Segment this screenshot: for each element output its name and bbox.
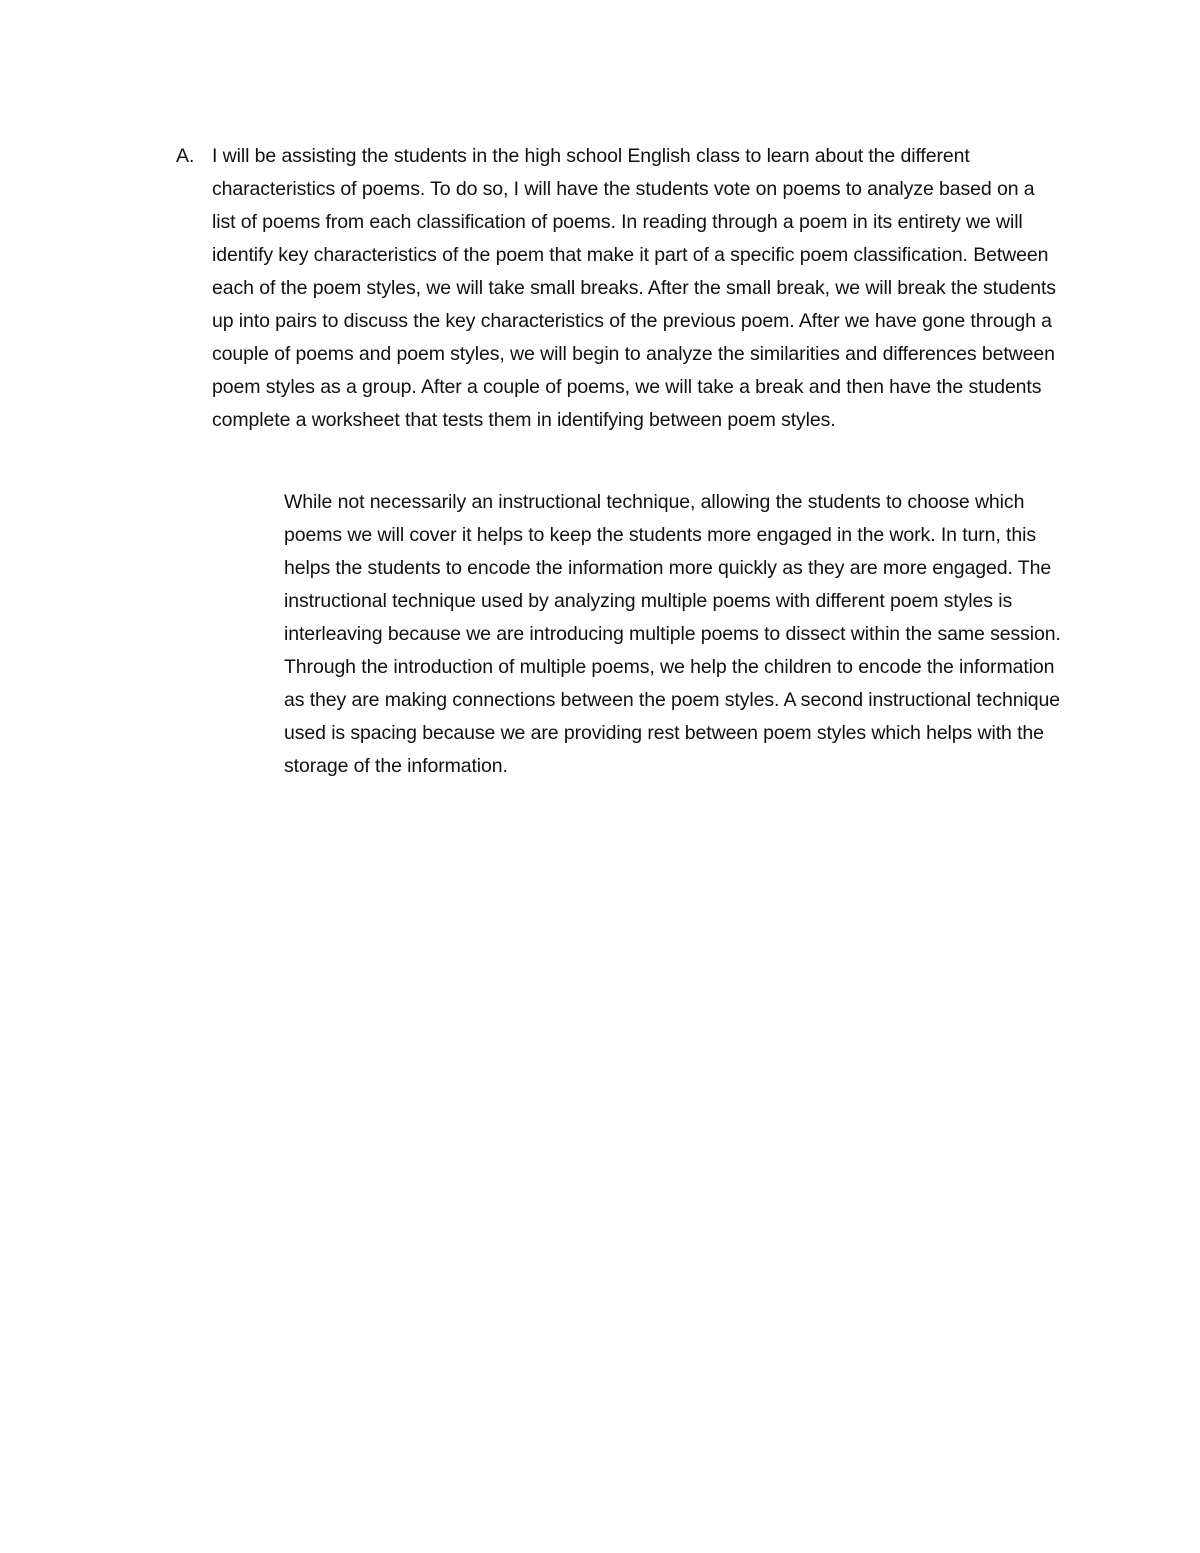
- list-item-paragraph: I will be assisting the students in the high school English class to learn about the different characteristics of poems. To do so, I will have the students vote on poems to analyze based on a list of poems from each classification of poems. In reading through a poem in its entirety we will identify key characteristics of the poem that make it part of a specific poem classification. Between each of the poem styles, we will take small breaks. After the small break, we will break the students up into pairs to discuss the key characteristics of the previous poem. After we have gone through a couple of poems and poem styles, we will begin to analyze the similarities and differences between poem styles as a group. After a couple of poems, we will take a break and then have the students complete a worksheet that tests them in identifying between poem styles.: [212, 145, 1056, 431]
- list-item-a: [176, 140, 1076, 437]
- list-marker: A.: [176, 145, 195, 167]
- indented-paragraph: While not necessarily an instructional technique, allowing the students to choose which poems we will cover it helps to keep the students more engaged in the work. In turn, this helps the students to encode the information more quickly as they are more engaged. The instructional technique used by analyzing multiple poems with different poem styles is interleaving because we are introducing multiple poems to dissect within the same session. Through the introduction of multiple poems, we help the children to encode the information as they are making connections between the poem styles. A second instructional technique used is spacing because we are providing rest between poem styles which helps with the storage of the information.: [284, 491, 1061, 777]
